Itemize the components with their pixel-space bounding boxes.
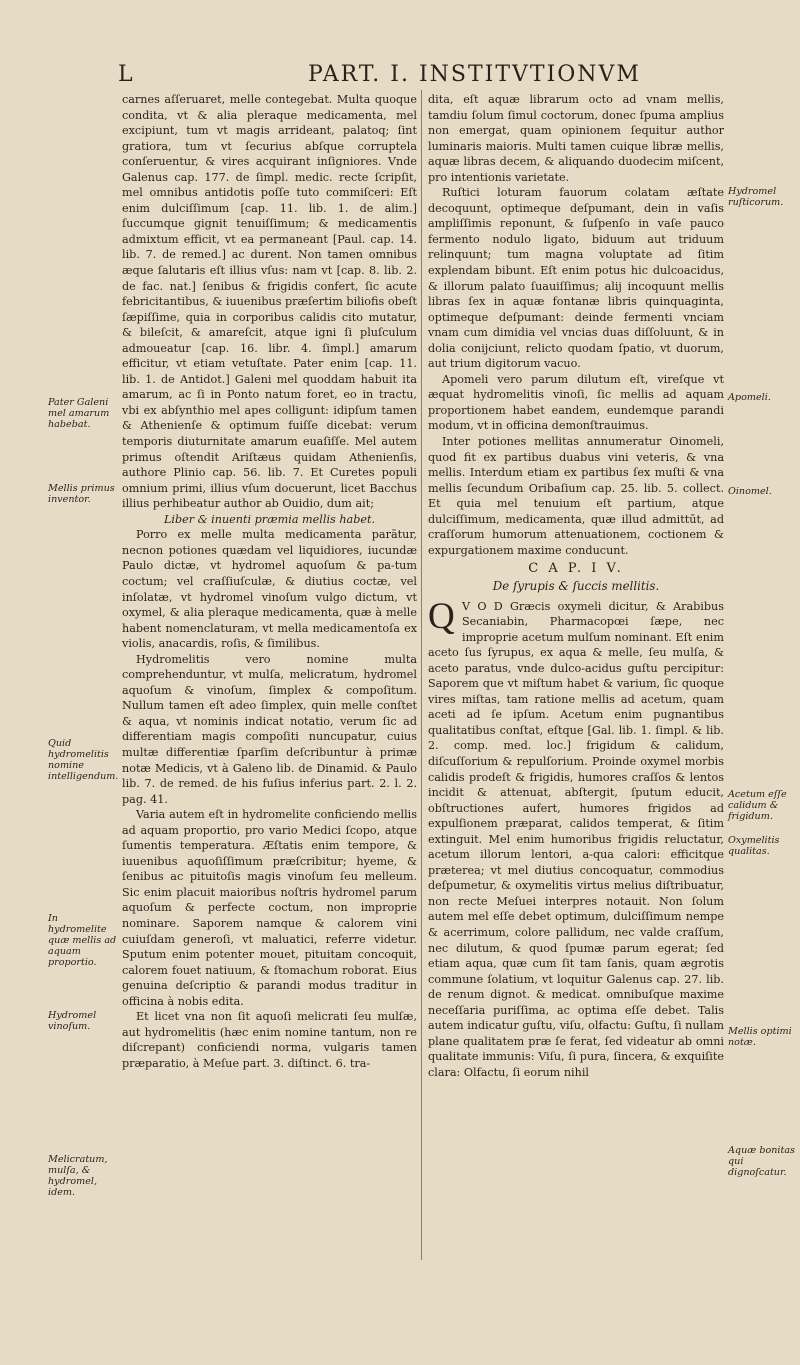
margin-note: Oinomel.	[728, 486, 772, 497]
margin-note: Acetum eſſe calidum & frigidum.	[728, 789, 787, 822]
left-paragraph: Hydromelitis vero nomine multa comprehenduntur, vt mulſa, melicratum, hydromel aquoſum & vinoſum, ſimplex & compoſitum. Nullum tamen eſt adeo ſimplex, quin melle conſtet & aqua, vt nominis indicat notatio, verum ſic ad differentiam magis compoſiti nuncupatur, cuius multæ differentiæ ſparſim deſcribuntur à primæ notæ Medicis, vt à Galeno lib. de Dinamid. & Paulo lib. 7. de remed. de his fuſius inferius part. 2. l. 2. pag. 41.	[122, 652, 417, 806]
chapter-opening-text: V O D Græcis oxymeli dicitur, & Arabibus Secaniabin, Pharmacopœi ſæpe, nec improprie acetum mulſum nominant. Eſt enim aceto ſus ſyrupus, ex aqua & melle, ſeu mulſa, & aceto paratus, vnde dulco-acidus guſtu percipitur: Saporem que vt miſtum habet & varium, ſic quoque vires miſtas, tam ratione mellis ad acetum, quam aceti ad ſe ipſum. Acetum enim pugnantibus qualitatibus conſtat, eſtque [Gal. lib. 1. ſimpl. & lib. 2. comp. med. loc.] frigidum & calidum, diſcuſſorium & repulſorium. Proinde oxymel morbis calidis prodeſt & frigidis, humores craſſos & lentos incidit & attenuat, abſtergit, ſputum educit, obſtructiones aufert, humores frigidos ad expulſionem præparat, calidos temperat, & ſitim extinguit. Mel enim humoribus frigidis reluctatur, acetum illorum lentori, a‑qua calori: efficitque præterea; vt mel diutius concoquatur, commodius deſpumetur, & oxymelitis virtus melius diſtribuatur, non recte Meſuei interpres notauit. Non ſolum autem mel eſſe debet optimum, dulciſſimum nempe & acerrimum, colore pallidum, nec valde craſſum, nec dilutum, & quod ſpumæ parum egerat; ſed etiam aqua, quæ cum ſit tam ſanis, quam ægrotis commune ſolatium, vt loquitur Galenus cap. 27. lib. de renum dignot. & medicat. omnibuſque maxime neceſſaria puriſſima, ac optima eſſe debet. Talis autem indicatur guſtu, viſu, olfactu: Guſtu, ſi nullam plane qualitatem præ ſe ferat, ſed videatur ab omni qualitate immunis: Viſu, ſi pura, ſincera, & exquiſite clara: Olfactu, ſi eorum nihil	[428, 599, 724, 1079]
left-paragraph: Varia autem eſt in hydromelite conficiendo mellis ad aquam proportio, pro vario Medici ſcopo, atque ſumentis temperatura. Æſtatis enim tempore, & iuuenibus aquoſiſſimum præſcribitur; hyeme, & ſenibus ac pituitoſis magis vinoſum ſeu melleum. Sic enim placuit maioribus noſtris hydromel parum aquoſum & perfecte coctum, non improprie nominare. Saporem namque & calorem vini cuiuſdam generoſi, vt maluatici, referre videtur. Sputum enim potenter mouet, pituitam concoquit, calorem fouet natiuum, & ſtomachum roborat. Eius genuina deſcriptio & parandi modus traditur in officina à nobis edita.	[122, 808, 417, 1008]
running-head	[118, 62, 768, 88]
page-folio: L	[118, 62, 135, 87]
left-paragraph: Et licet vna non ſit aquoſi melicrati ſeu mulſæ, aut hydromelitis (hæc enim nomine tantum, non re diſcrepant) conficiendi norma, vulgaris tamen præparatio, à Meſue part. 3. diſtinct. 6. tra-	[122, 1010, 417, 1070]
right-paragraph: Inter potiones mellitas annumeratur Oinomeli, quod fit ex partibus duabus vini veteris, & vna mellis. Interdum etiam ex partibus ſex muſti & vna mellis ſecundum Oribaſium cap. 25. lib. 5. collect. Et quia mel tenuium eſt partium, atque dulciſſimum, medicamenta, quæ illud admittūt, ad craſſorum humorum attenuationem, coctionem & expurgationem maxime conducunt.	[428, 435, 724, 557]
verse-line: Liber & inuenti præmia mellis habet.	[163, 512, 376, 526]
margin-note: In hydromelite quæ mellis ad aquam proportio.	[48, 913, 117, 968]
right-paragraph: Apomeli vero parum dilutum eſt, vireſque vt æquat hydromelitis vinoſi, ſic mellis ad aquam proportionem habet eandem, eundemque parandi modum, vt in officina demonſtrauimus.	[428, 372, 724, 433]
left-paragraph: Porro ex melle multa medicamenta parātur, necnon potiones quædam vel liquidiores, iucundæ Paulo dictæ, vt hydromel aquoſum & pa‑tum coctum; vel craſſiuſculæ, & diutius coctæ, vel inſolatæ, vt hydromel vinoſum vulgo dictum, vt oxymel, & alia pleraque medicamenta, quæ à melle habent nomenclaturam, vt mella medicamentoſa ex violis, anacardis, roſis, & ſimilibus.	[122, 528, 417, 651]
chapter-subtitle: De ſyrupis & ſuccis mellitis.	[492, 578, 660, 593]
margin-note: Pater Galeni mel amarum habebat.	[48, 397, 110, 430]
margin-note: Mellis primus inventor.	[48, 483, 115, 505]
margin-note: Aquæ bonitas qui dignoſcatur.	[728, 1145, 795, 1178]
left-column	[122, 92, 417, 1071]
margin-note: Quid hydromelitis nomine intelligendum.	[48, 738, 119, 782]
left-paragraph: carnes aſſeruaret, melle contegebat. Multa quoque condita, vt & alia pleraque medicamenta, mel excipiunt, tum vt magis arrideant, palatoq; ſint gratiora, tum vt ſecurius abſque corruptela conſeruentur, & vires acquirant inſigniores. Vnde Galenus cap. 177. de ſimpl. medic. recte ſcripſit, mel omnibus antidotis poſſe tuto commiſceri: Eſt enim dulciſſimum [cap. 11. lib. 1. de alim.] ſuccumque gignit tenuiſſimum; & medicamentis admixtum efficit, vt ea permaneant [Paul. cap. 14. lib. 7. de remed.] ac durent. Non tamen omnibus æque ſalutaris eſt illius vſus: nam vt [cap. 8. lib. 2. de fac. nat.] ſenibus & frigidis confert, ſic acute febricitantibus, & iuuenibus præſertim biliofis obeſt ſæpiſſime, quia in corporibus calidis cito mutatur, & bileſcit, & amareſcit, atque igni ſi pluſculum admoueatur [cap. 16. libr. 4. ſimpl.] amarum efficitur, vt etiam vetuſtate. Pater enim [cap. 11. lib. 1. de Antidot.] Galeni mel quoddam habuit ita amarum, ac ſi in Ponto natum foret, eo in tractu, vbi ex abſynthio mel apes colligunt: idipſum tamen & Athenienſe & optimum fuiſſe dicebat: verum temporis diuturnitate amarum euaſiſſe. Mel autem primus oſtendit Ariſtæus quidam Athenienſis, authore Plinio cap. 56. lib. 7. Et Curetes populi omnium primi, illius vſum docuerunt, licet Bacchus illius perhibeatur author ab Ouidio, dum ait;	[122, 93, 417, 511]
chapter-heading: C A P. I V.	[528, 561, 624, 577]
margin-note: Oxymelitis qualitas.	[728, 835, 780, 857]
drop-cap: Q	[428, 595, 455, 637]
right-paragraph: Ruſtici loturam fauorum colatam æſtate decoquunt, optimeque deſpumant, dein in vaſis ampliſſimis reponunt, & ſuſpenſo in vaſe pauco fermento nodulo ligato, biduum aut triduum relinquunt; tum magna voluptate ad ſitim explendam bibunt. Eſt enim potus hic dulcoacidus, & illorum palato ſuauiſſimus; alij incoquunt mellis libras ſex in aquæ fontanæ libris quinquaginta, optimeque deſpumant: deinde fermenti vnciam vnam cum dimidia vel vncias duas diſſoluunt, & in dolia conijciunt, relicto quodam ſpatio, vt duorum, aut trium digitorum vacuo.	[428, 186, 724, 371]
margin-note: Hydromel ruſticorum.	[728, 186, 784, 208]
right-paragraph: dita, eſt aquæ librarum octo ad vnam mellis, tamdiu ſolum ſimul coctorum, donec ſpuma amplius non emergat, quam opinionem ſequitur author luminaris maioris. Multi tamen cuique libræ mellis, aquæ libras decem, & aliquando duodecim miſcent, pro intentionis varietate.	[428, 93, 724, 184]
right-column	[428, 92, 724, 1080]
column-rule	[421, 90, 422, 1260]
running-head-title: PART. I. INSTITVTIONVM	[308, 62, 641, 87]
margin-note: Hydromel vinoſum.	[48, 1010, 97, 1032]
margin-note: Mellis optimi notæ.	[728, 1026, 792, 1048]
margin-note: Melicratum, mulſa, & hydromel, idem.	[48, 1154, 108, 1198]
margin-note: Apomeli.	[728, 392, 771, 403]
chapter-opening-paragraph	[428, 595, 724, 1081]
